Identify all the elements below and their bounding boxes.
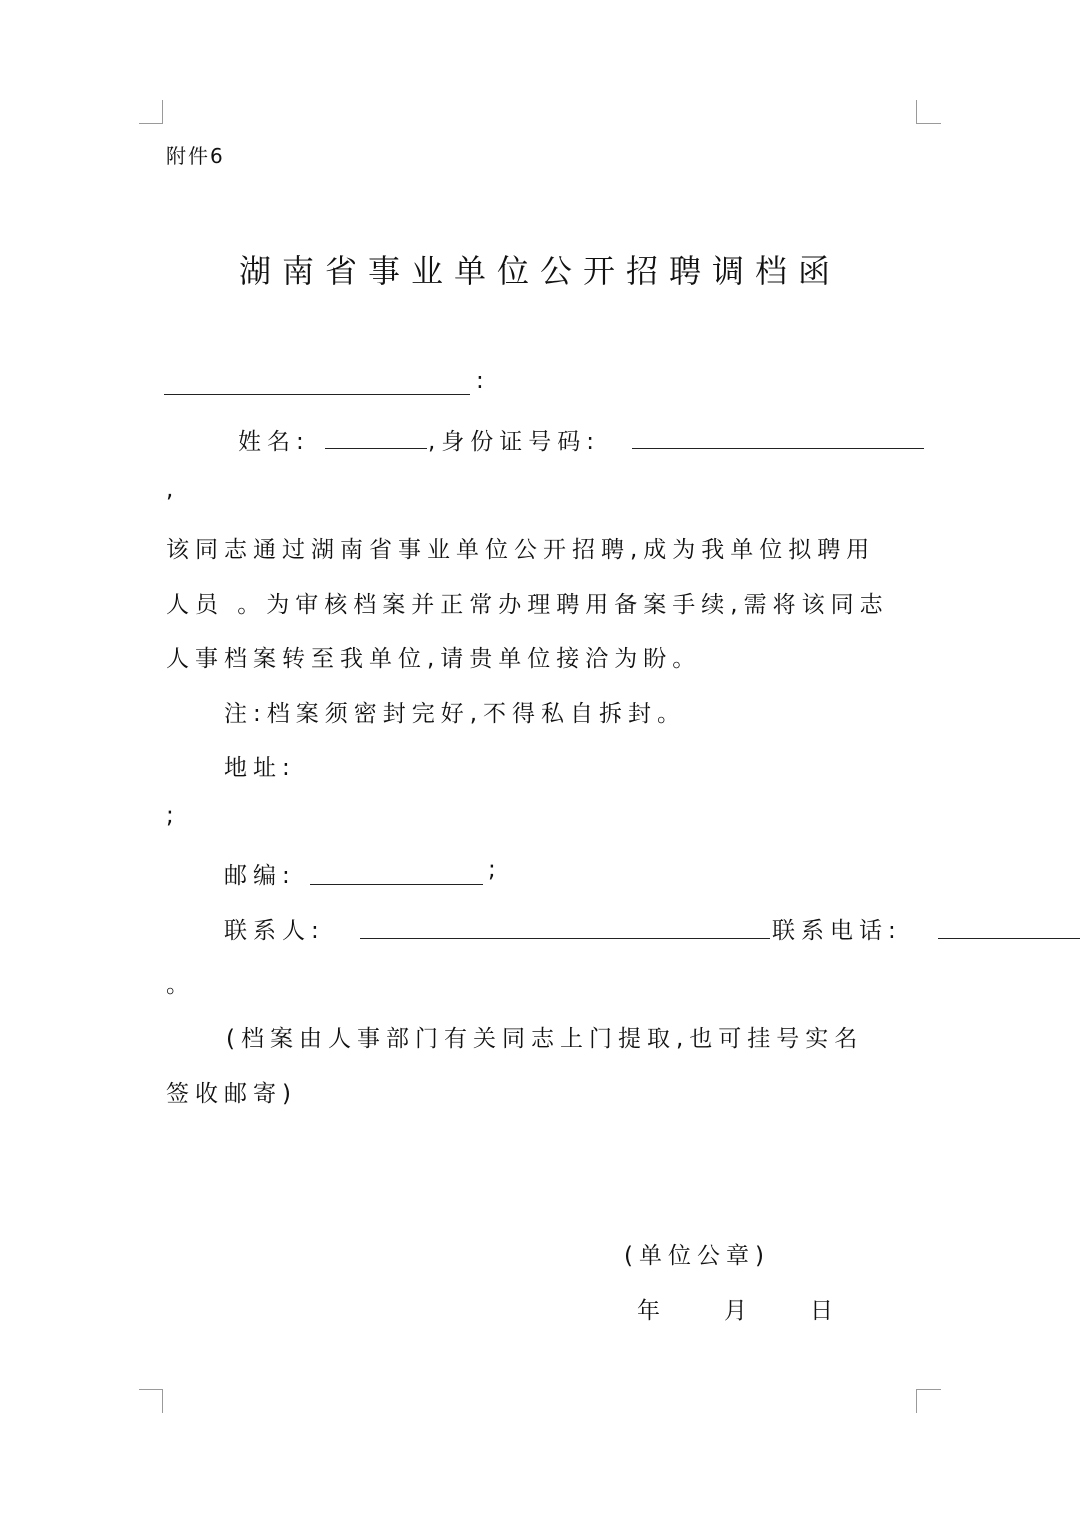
contact-blank	[360, 938, 770, 939]
postcode-label: 邮编:	[224, 863, 296, 889]
addressee-blank	[164, 394, 470, 395]
retrieval-note-line-2: 签收邮寄)	[166, 1081, 297, 1107]
attachment-label: 附件6	[166, 144, 225, 168]
crop-mark-top-right	[916, 100, 917, 124]
name-blank	[325, 448, 427, 449]
id-number-label: ,身份证号码:	[428, 429, 601, 455]
phone-blank	[938, 938, 1080, 939]
period-line: 。	[166, 972, 195, 998]
retrieval-note-line-1: (档案由人事部门有关同志上门提取,也可挂号实名	[226, 1026, 864, 1052]
crop-mark-bottom-right-h	[917, 1389, 941, 1390]
body-line-1: 该同志通过湖南省事业单位公开招聘,成为我单位拟聘用	[166, 537, 876, 563]
unit-seal-label: (单位公章)	[624, 1243, 770, 1269]
contact-label: 联系人:	[224, 918, 325, 944]
crop-mark-bottom-left	[162, 1389, 163, 1413]
comma-line: ,	[166, 477, 180, 503]
crop-mark-top-left	[162, 100, 163, 124]
page-title: 湖南省事业单位公开招聘调档函	[238, 252, 841, 290]
address-label: 地址:	[224, 755, 296, 781]
date-month: 月	[724, 1298, 753, 1324]
date-year: 年	[637, 1298, 666, 1324]
addressee-colon: :	[476, 368, 490, 394]
postcode-blank	[310, 884, 483, 885]
crop-mark-top-right-h	[917, 123, 941, 124]
crop-mark-bottom-right	[916, 1389, 917, 1413]
crop-mark-bottom-left-h	[139, 1389, 163, 1390]
address-end: ;	[166, 803, 180, 829]
phone-label: 联系电话:	[772, 918, 902, 944]
crop-mark-top-left-h	[139, 123, 163, 124]
postcode-end: ;	[488, 857, 502, 883]
date-day: 日	[810, 1298, 839, 1324]
sealing-note: 注:档案须密封完好,不得私自拆封。	[224, 701, 687, 727]
name-label: 姓名:	[238, 429, 310, 455]
body-line-2: 人员 。为审核档案并正常办理聘用备案手续,需将该同志	[166, 592, 889, 618]
id-number-blank	[632, 448, 924, 449]
body-line-3: 人事档案转至我单位,请贵单位接洽为盼。	[166, 646, 702, 672]
